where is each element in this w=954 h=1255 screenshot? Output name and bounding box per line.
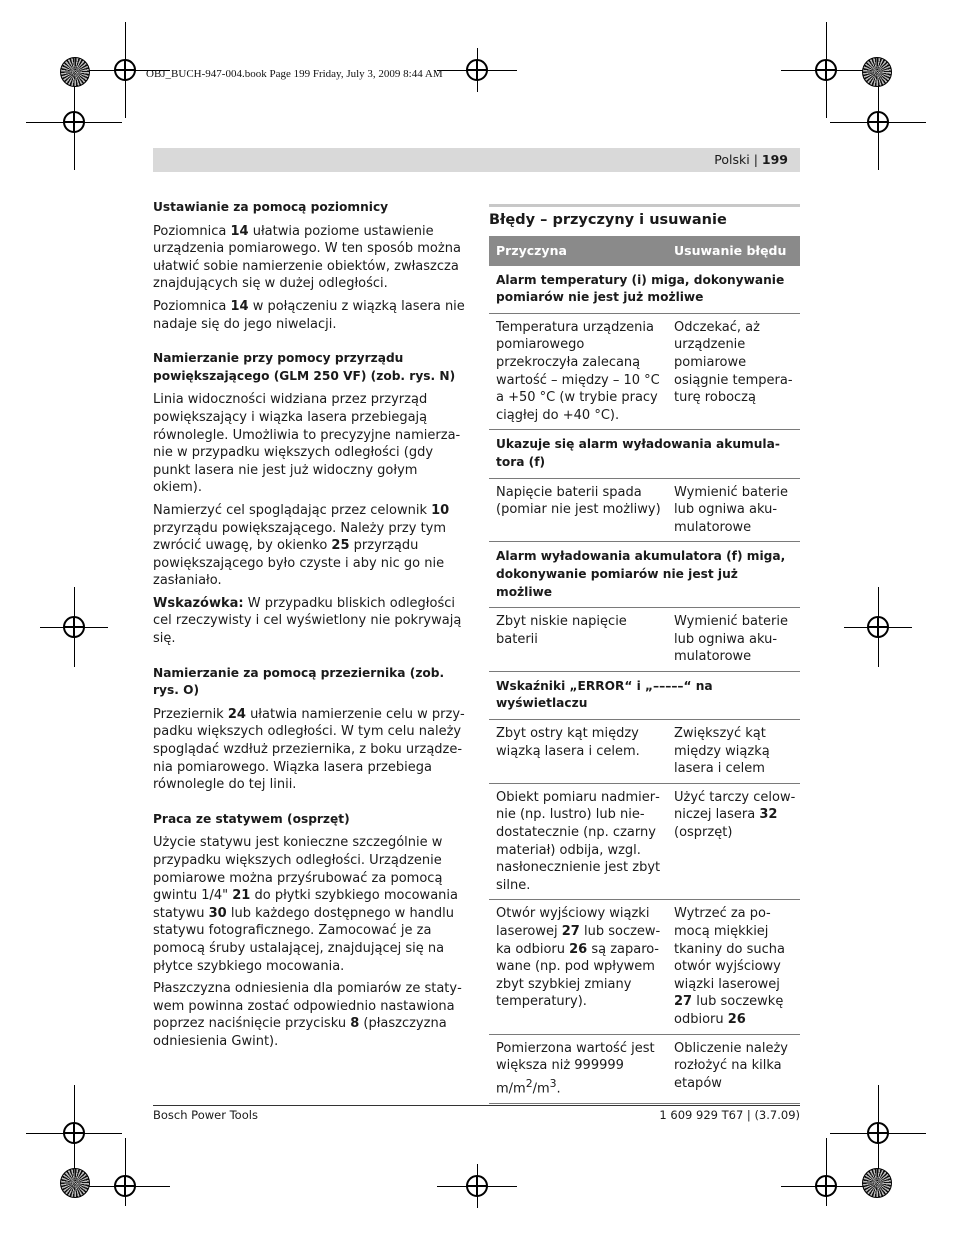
table-row [489,478,800,542]
text-run: Wymienić baterie lub ogniwa akumulatorowe [674,614,788,665]
text-run: Użyć tarczy celowniczej lasera [674,789,796,823]
text-run: w połączeniu z wiązką lasera nie nadaje się do jego niwelacji. [153,298,465,332]
cause-cell [489,783,667,900]
paragraph [153,298,465,333]
section-title: Błędy – przyczyny i usuwanie [489,212,727,228]
bold-reference: 32 [759,807,778,823]
error-group-row [489,671,800,719]
footer-document-number: 1 609 929 T67 | (3.7.09) [659,1108,800,1122]
footer-rule [153,1105,800,1106]
bold-reference: 14 [230,223,249,239]
footer-publisher: Bosch Power Tools [153,1108,258,1122]
fix-cell [667,900,800,1034]
fix-cell [667,608,800,672]
text-run: są zaparowane (np. pod wpływem zbyt szybkiej zmiany temperatury). [496,941,659,1010]
bold-reference: 14 [230,298,249,314]
page-number: 199 [761,152,788,167]
bold-reference: 27 [561,924,580,939]
column-header-fix: Usuwanie błędu [667,236,800,266]
text-run: Napięcie baterii spada (pomiar nie jest możliwy) [496,484,661,518]
section-heading: Namierzanie przy pomocy przyrządu powiększającego (GLM 250 VF) (zob. rys. N) [153,351,456,383]
section-heading: Praca ze statywem (osprzęt) [153,811,350,826]
paragraph [153,834,465,975]
bold-reference: 25 [331,538,350,554]
bold-reference: 10 [431,502,450,518]
text-run: Poziomnica [153,298,231,314]
header-separator: | [753,152,758,167]
error-group-row [489,430,800,478]
text-run: Wymienić baterie lub ogniwa akumulatorowe [674,484,788,535]
fix-cell [667,1034,800,1103]
cause-cell [489,478,667,542]
error-group-title: Alarm wyładowania akumulatora (f) miga, dokonywanie pomiarów nie jest już możliwe [489,542,800,608]
table-row [489,608,800,672]
text-run: Temperatura urządzenia pomiarowego przekroczyła zalecaną wartość – między – 10 °C a +50 °C (w trybie pracy ciągłej do +40 °C). [496,319,660,423]
error-group-title: Wskaźniki „ERROR“ i „–––––“ na wyświetlaczu [489,671,800,719]
text-run: Wytrzeć za pomocą miękkiej tkaniny do sucha otwór wyjściowy wiązki laserowej [674,906,785,992]
text-run: lub soczewkę odbioru [674,994,784,1027]
paragraph [153,223,465,293]
superscript: 2 [525,1076,533,1090]
table-row [489,313,800,430]
page-header [714,152,788,167]
section-heading: Ustawianie za pomocą poziomnicy [153,200,389,214]
text-run: przyrządu powiększającego było czyste i aby nic go nie zasłaniało. [153,538,445,589]
bold-reference: 26 [569,941,588,957]
table-row [489,1034,800,1103]
paragraph [153,980,465,1050]
text-run: /m [532,1081,550,1097]
text-run: . [556,1081,561,1097]
text-run: Otwór wyjściowy wiązki laserowej [496,906,650,939]
bold-reference: 26 [727,1011,746,1027]
table-row [489,720,800,784]
errors-section [489,204,800,1104]
cause-cell [489,1034,667,1103]
bold-reference: 30 [208,905,227,921]
text-run: Użycie statywu jest konieczne szczególnie w przypadku większych odległości. Urządzenie pomiarowe można przyśrubować za pomocą gwintu 1/4" [153,835,443,904]
fix-cell [667,720,800,784]
text-run: ułatwia poziome ustawienie urządzenia pomiarowego. W ten sposób można ułatwić sobie namierzenie obiektów, zwłaszcza znajdujących się w dużej odległości. [153,223,461,292]
error-group-row [489,266,800,314]
text-run: ułatwia namierzenie celu w przypadku większych odległości. W tym celu należy spoglądać wzdłuż przeziernika, z boku urządzenia pomiarowego. Wiązka lasera przebiega równolegle do tej linii. [153,706,465,793]
text-run: Namierzyć cel spoglądając przez celownik [153,502,432,518]
table-row [489,900,800,1034]
text-run: Zbyt ostry kąt między wiązką lasera i celem. [496,726,640,759]
text-run: (płaszczyzna odniesienia Gwint). [153,1016,447,1049]
error-group-row [489,542,800,608]
fix-cell [667,478,800,542]
text-run: W przypadku bliskich odległości cel rzeczywisty i cel wyświetlony nie pokrywają się. [153,595,462,647]
table-header-row [489,236,800,266]
text-run: lub każdego dostępnego w handlu statywu fotograficznego. Zamocować je za pomocą śruby ustalającej, znajdującej się na płytce szybkiego mocowania. [153,905,454,974]
text-run: (osprzęt) [674,825,733,841]
paragraph [153,502,465,590]
left-column [153,199,465,1056]
error-group-title: Alarm temperatury (i) miga, dokonywanie pomiarów nie jest już możliwe [489,266,800,314]
paragraph [153,391,465,497]
section-heading: Namierzanie za pomocą przeziernika (zob. rys. O) [153,665,445,698]
bold-reference: 21 [232,888,251,904]
print-info-line: OBJ_BUCH-947-004.book Page 199 Friday, July 3, 2009 8:44 AM [146,68,443,80]
text-run: do płytki szybkiego mocowania statywu [153,888,458,921]
errors-table [489,236,800,1104]
text-run: Zwiększyć kąt między wiązką lasera i celem [674,726,770,777]
table-row [489,783,800,900]
cause-cell [489,900,667,1034]
bold-reference: 24 [227,706,246,722]
cause-cell [489,608,667,672]
fix-cell [667,313,800,430]
page-header-bar [153,148,800,172]
text-run: Przeziernik [153,706,228,722]
text-run: Odczekać, aż urządzenie pomiarowe osiągnie temperaturę roboczą [674,319,793,406]
paragraph [153,595,465,648]
section-gap [153,338,465,350]
cause-cell [489,720,667,784]
text-run: Zbyt niskie napięcie baterii [496,614,627,647]
cause-cell [489,313,667,430]
text-run: Płaszczyzna odniesienia dla pomiarów ze statywem powinna zostać odpowiednio nastawiona poprzez naciśnięcie przycisku [153,981,462,1032]
bold-reference: 8 [350,1016,360,1032]
column-header-cause: Przyczyna [489,236,667,266]
section-gap [153,799,465,811]
paragraph [153,706,465,794]
header-language: Polski [714,152,750,167]
bold-reference: Wskazówka: [153,595,244,611]
text-run: Pomierzona wartość jest większa niż 999999 m/m [496,1040,655,1097]
text-run: przyrządu powiększającego. Należy przy tym zwrócić uwagę, by okienko [153,520,447,554]
section-rule [489,204,800,207]
text-run: Obiekt pomiaru nadmiernie (np. lustro) lub niedostatecznie (np. czarny materiał) odbija, wzgl. nasłonecznienie jest zbyt silne. [496,789,661,893]
superscript: 3 [549,1076,557,1090]
section-gap [153,653,465,665]
error-group-title: Ukazuje się alarm wyładowania akumulatora (f) [489,430,800,478]
text-run: Obliczenie należy rozłożyć na kilka etapów [674,1040,788,1091]
text-run: Poziomnica [153,223,231,239]
bold-reference: 27 [674,994,693,1010]
text-run: Linia widoczności widziana przez przyrząd powiększający i wiązka lasera przebiegają równolegle. Umożliwia to precyzyjne namierzanie w przypadku większych odległości (gdy punkt lasera nie jest już widoczny gołym okiem). [153,392,461,496]
text-run: lub soczewka odbioru [496,924,661,957]
fix-cell [667,783,800,900]
